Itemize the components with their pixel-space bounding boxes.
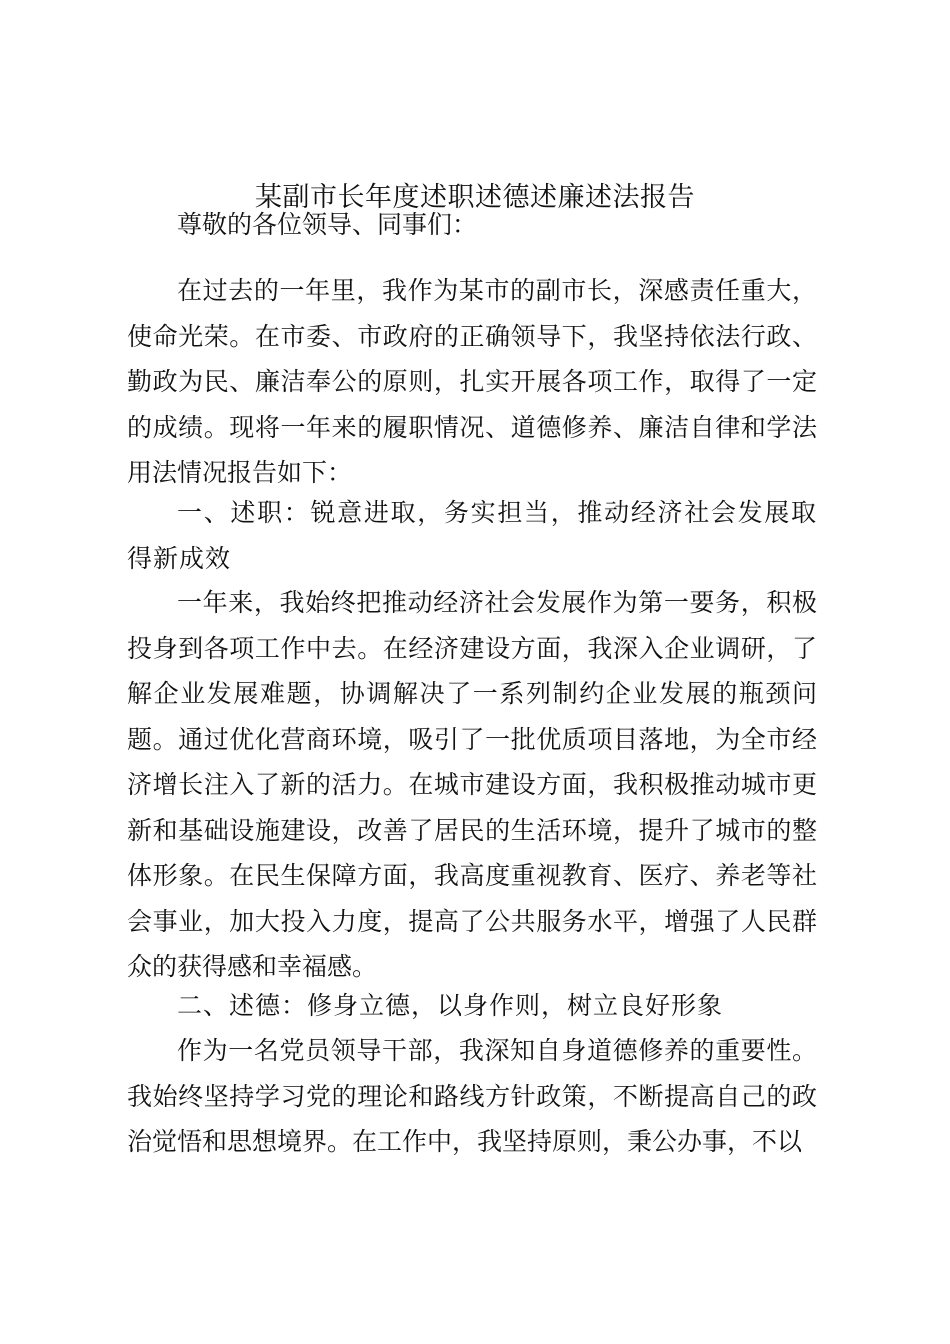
intro-paragraph: 在过去的一年里，我作为某市的副市长，深感责任重大，使命光荣。在市委、市政府的正确领导下，我坚持依法行政、勤政为民、廉洁奉公的原则，扎实开展各项工作，取得了一定的成绩。现将一年来的履职情况、道德修养、廉洁自律和学法用法情况报告如下：	[127, 276, 817, 487]
section1-heading: 一、述职：锐意进取，务实担当，推动经济社会发展取得新成效	[127, 498, 817, 573]
document-title: 某副市长年度述职述德述廉述法报告	[255, 182, 695, 213]
section1-paragraph: 一年来，我始终把推动经济社会发展作为第一要务，积极投身到各项工作中去。在经济建设方面，我深入企业调研，了解企业发展难题，协调解决了一系列制约企业发展的瓶颈问题。通过优化营商环境，吸引了一批优质项目落地，为全市经济增长注入了新的活力。在城市建设方面，我积极推动城市更新和基础设施建设，改善了居民的生活环境，提升了城市的整体形象。在民生保障方面，我高度重视教育、医疗、养老等社会事业，加大投入力度，提高了公共服务水平，增强了人民群众的获得感和幸福感。	[127, 588, 817, 981]
section2-heading: 二、述德：修身立德，以身作则，树立良好形象	[177, 991, 724, 1020]
salutation: 尊敬的各位领导、同事们：	[177, 210, 478, 239]
section2-paragraph: 作为一名党员领导干部，我深知自身道德修养的重要性。我始终坚持学习党的理论和路线方针政策，不断提高自己的政治觉悟和思想境界。在工作中，我坚持原则，秉公办事，不以	[127, 1036, 817, 1156]
